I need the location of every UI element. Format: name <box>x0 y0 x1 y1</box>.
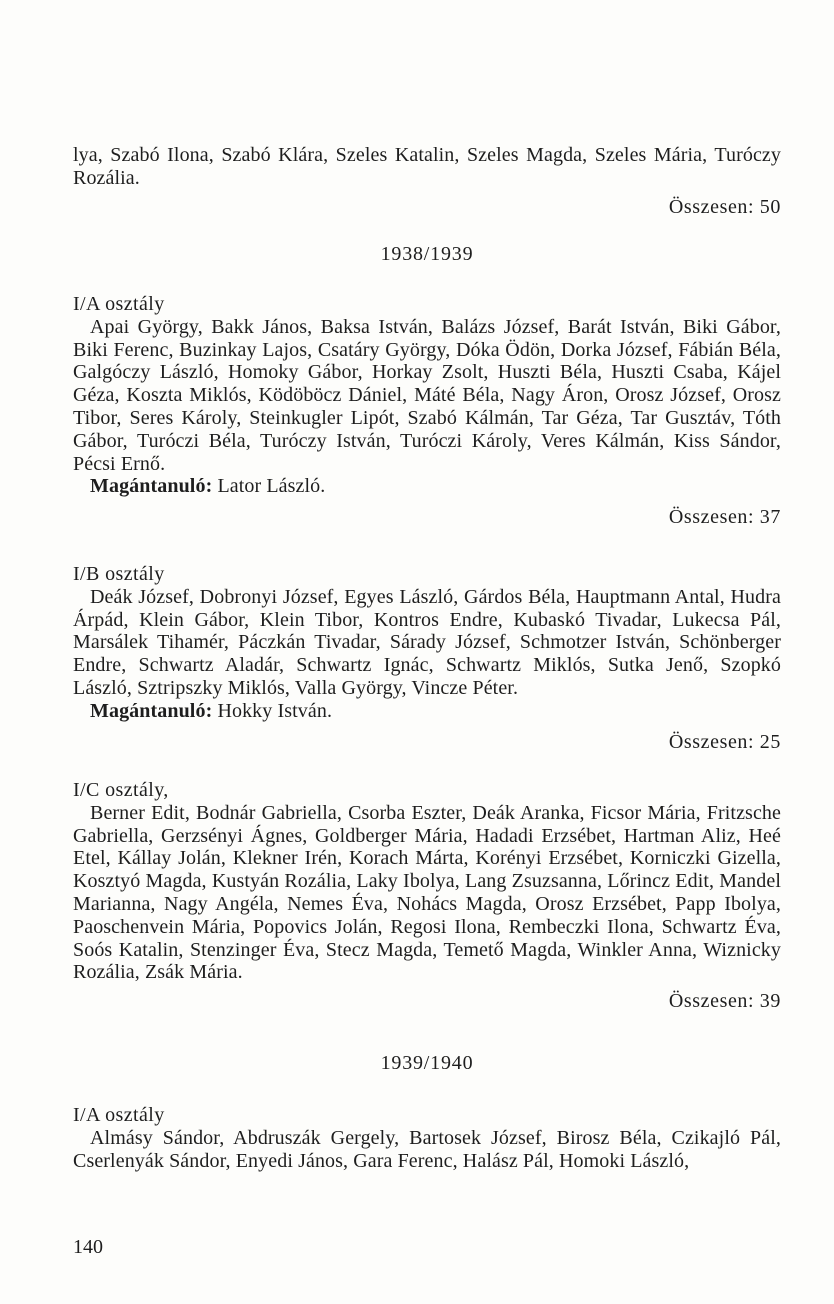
class-total: Összesen: 37 <box>668 506 781 529</box>
class-total: Összesen: 39 <box>668 990 781 1013</box>
year-section-1938 <box>73 243 781 266</box>
private-student-name: Hokky István. <box>217 699 333 722</box>
class-total: Összesen: 25 <box>668 730 781 753</box>
year-heading: 1939/1940 <box>380 1052 474 1074</box>
class-section-1938-ic <box>73 779 781 1013</box>
student-list: Apai György, Bakk János, Baksa István, Balázs József, Barát István, Biki Gábor, Biki Ferenc, Buzinkay Lajos, Csatáry György, Dóka Ödön, Dorka József, Fábián Béla, Galgóczy László, Homoky Gábor, Horkay Zsolt, Huszti Béla, Huszti Csaba, Kájel Géza, Koszta Miklós, Ködöböcz Dániel, Máté Béla, Nagy Áron, Orosz József, Orosz Tibor, Seres Károly, Steinkugler Lipót, Szabó Kálmán, Tar Géza, Tar Gusztáv, Tóth Gábor, Turóczi Béla, Turóczy István, Turóczi Károly, Veres Kálmán, Kiss Sándor, Pécsi Ernő. <box>73 315 781 475</box>
class-section-1938-ib <box>73 563 781 753</box>
intro-total: Összesen: 50 <box>668 195 781 218</box>
private-student-label: Magántanuló: <box>90 475 213 498</box>
intro-continuation-text: lya, Szabó Ilona, Szabó Klára, Szeles Katalin, Szeles Magda, Szeles Mária, Turóczy Rozália. <box>73 144 781 189</box>
year-heading: 1938/1939 <box>380 243 474 265</box>
year-section-1939 <box>73 1052 781 1075</box>
class-heading: I/B osztály <box>73 563 165 585</box>
private-student-name: Lator László. <box>217 475 326 498</box>
class-heading: I/A osztály <box>73 1104 165 1126</box>
class-section-1939-ia <box>73 1104 781 1172</box>
private-student-line <box>73 700 781 723</box>
student-list: Berner Edit, Bodnár Gabriella, Csorba Eszter, Deák Aranka, Ficsor Mária, Fritzsche Gabriella, Gerzsényi Ágnes, Goldberger Mária, Hadadi Erzsébet, Hartman Aliz, Heé Etel, Kállay Jolán, Klekner Irén, Korach Márta, Korényi Erzsébet, Korniczki Gizella, Kosztyó Magda, Kustyán Rozália, Laky Ibolya, Lang Zsuzsanna, Lőrincz Edit, Mandel Marianna, Nagy Angéla, Nemes Éva, Nohács Magda, Orosz Erzsébet, Papp Ibolya, Paoschenvein Mária, Popovics Jolán, Regosi Ilona, Rembeczki Ilona, Schwartz Éva, Soós Katalin, Stenzinger Éva, Stecz Magda, Temető Magda, Winkler Anna, Wiznicky Rozália, Zsák Mária. <box>73 801 781 984</box>
student-list: Deák József, Dobronyi József, Egyes László, Gárdos Béla, Hauptmann Antal, Hudra Árpád, Klein Gábor, Klein Tibor, Kontros Endre, Kubaskó Tivadar, Lukecsa Pál, Marsálek Tihamér, Páczkán Tivadar, Sárady József, Schmotzer István, Schönberger Endre, Schwartz Aladár, Schwartz Ignác, Schwartz Miklós, Sutka Jenő, Szopkó László, Sztripszky Miklós, Valla György, Vincze Péter. <box>73 585 781 699</box>
class-heading: I/C osztály, <box>73 779 169 801</box>
class-heading: I/A osztály <box>73 293 165 315</box>
page-number: 140 <box>73 1236 103 1258</box>
intro-section <box>73 144 781 218</box>
private-student-label: Magántanuló: <box>90 699 213 722</box>
private-student-line <box>73 475 781 498</box>
student-list: Almásy Sándor, Abdruszák Gergely, Bartosek József, Birosz Béla, Czikajló Pál, Cserlenyák Sándor, Enyedi János, Gara Ferenc, Halász Pál, Homoki László, <box>73 1126 781 1172</box>
class-section-1938-ia <box>73 293 781 529</box>
